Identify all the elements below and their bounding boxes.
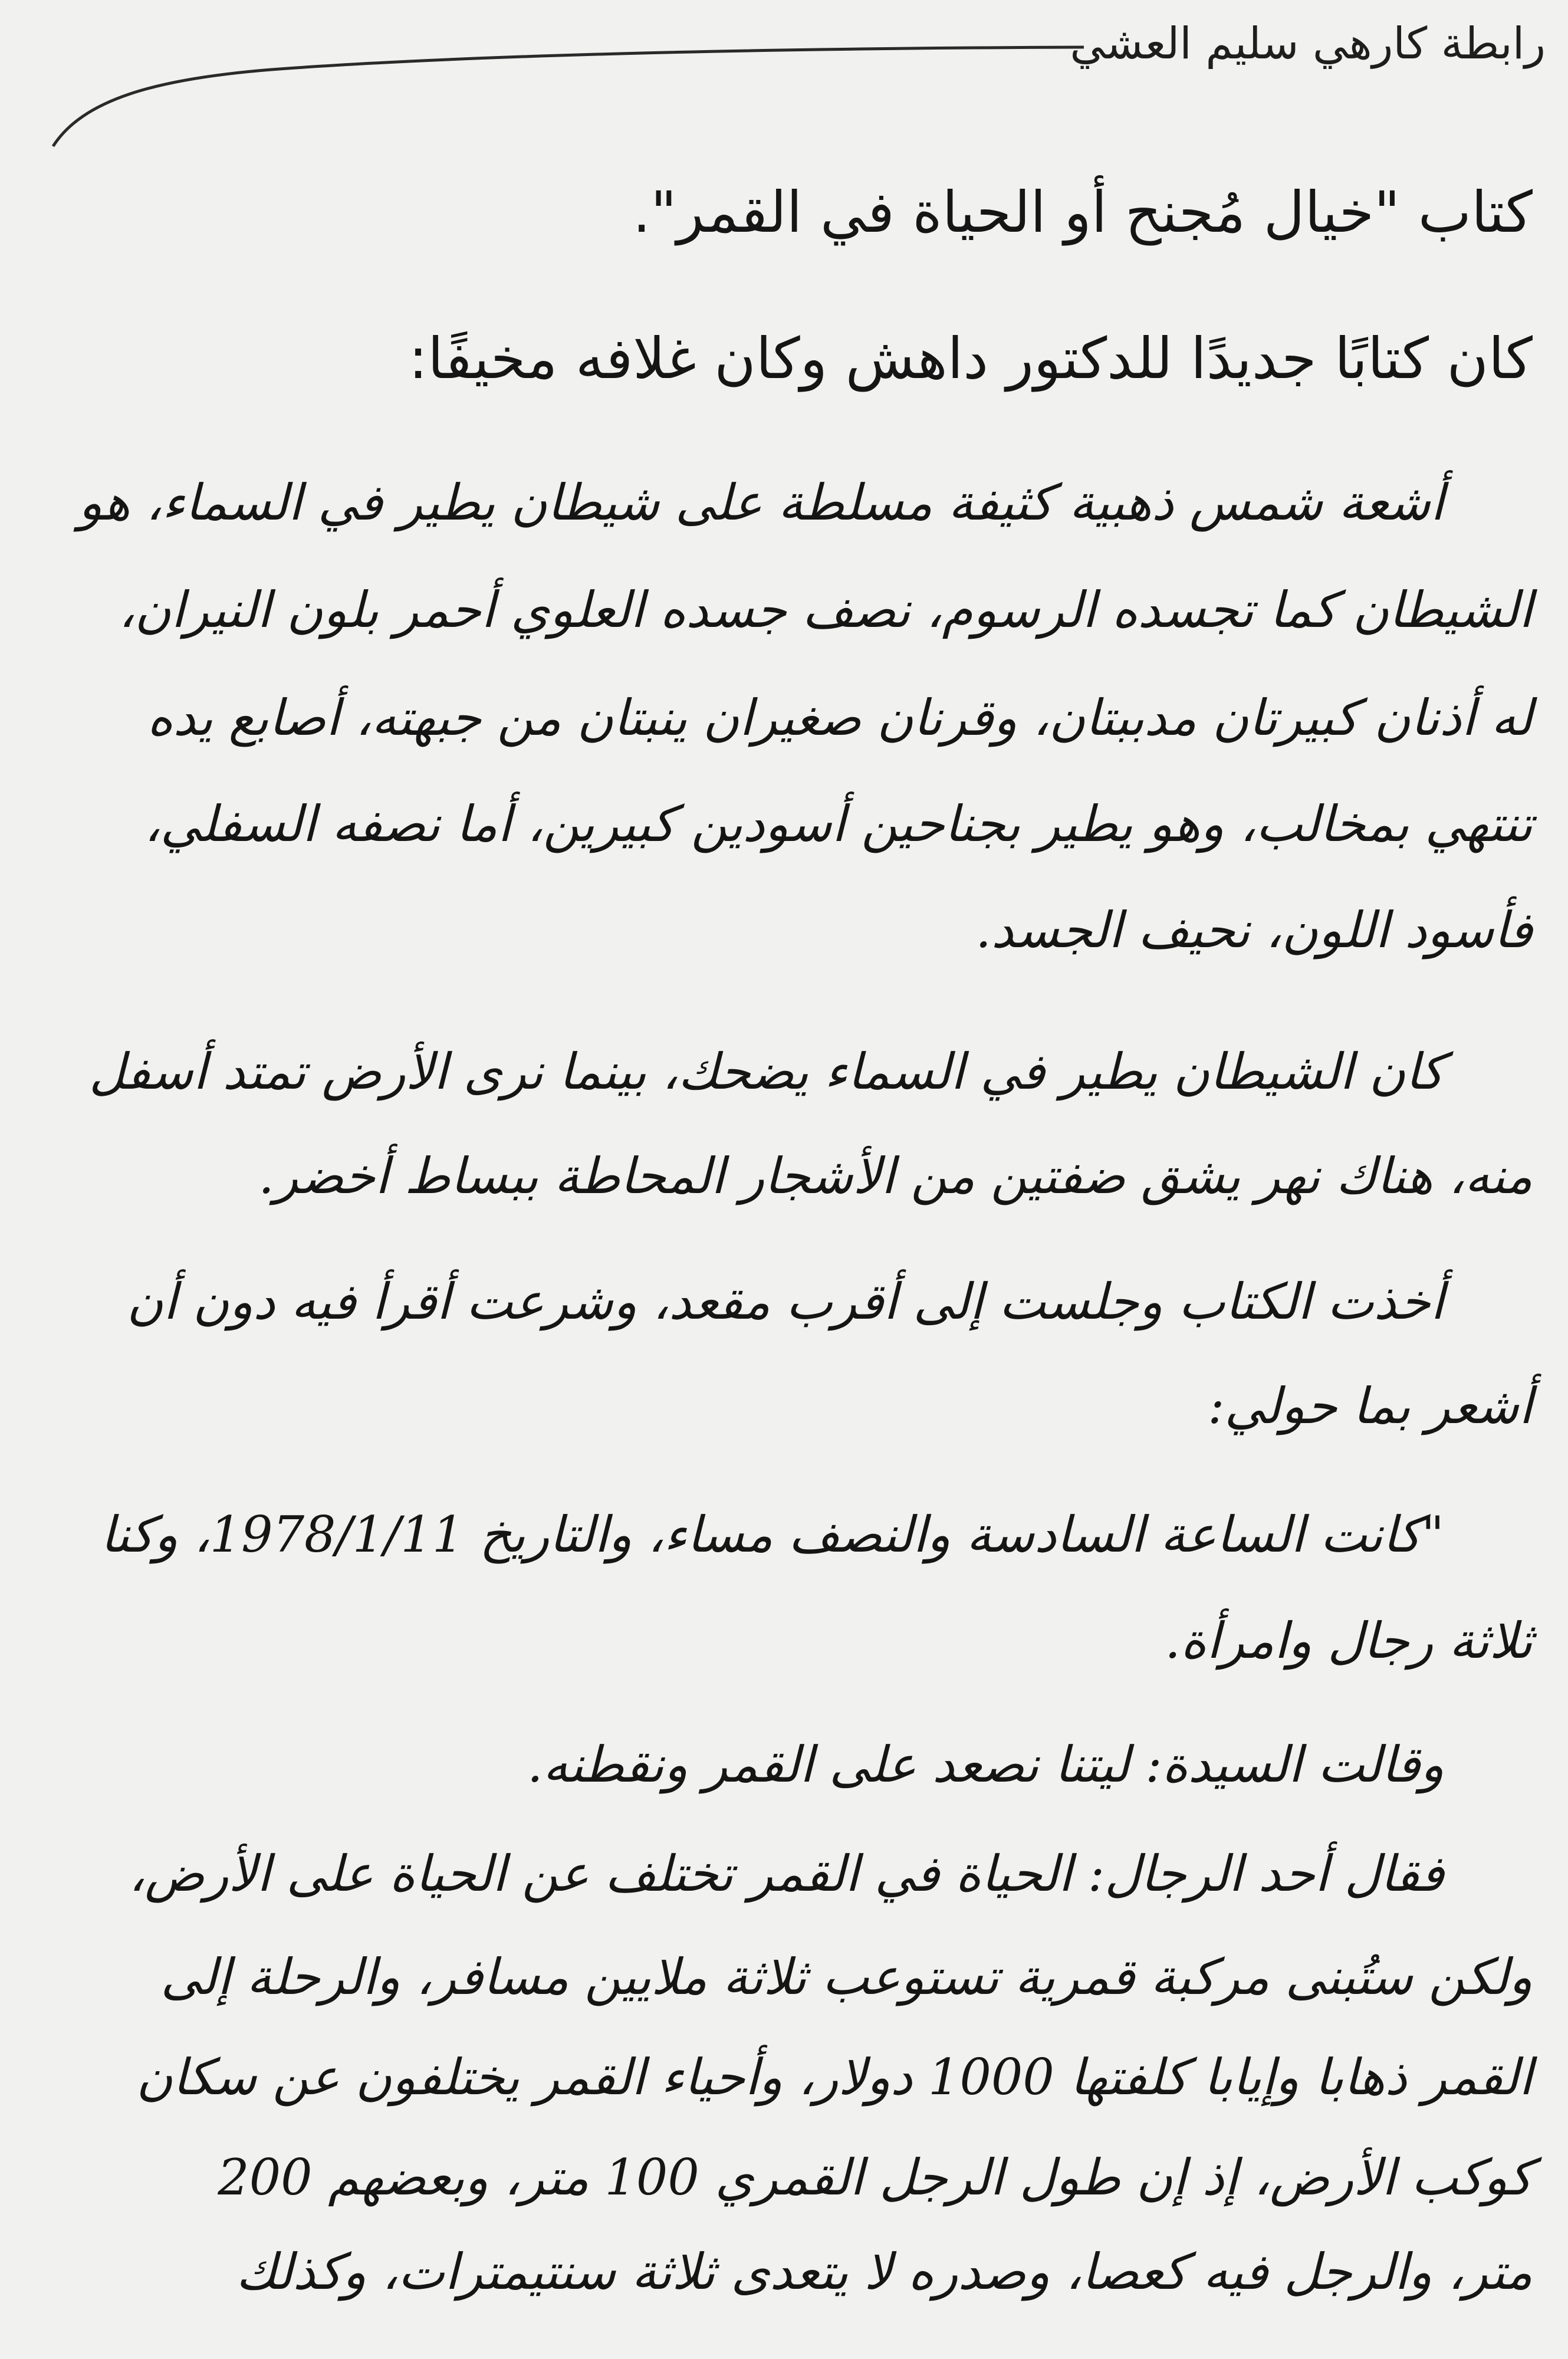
text-line-8: كان الشيطان يطير في السماء يضحك، بينما نرى الأرض تمتد أسفل — [89, 1043, 1444, 1100]
text-line-1: كتاب "خيال مُجنح أو الحياة في القمر". — [632, 179, 1533, 245]
text-line-4: الشيطان كما تجسده الرسوم، نصف جسده العلوي أحمر بلون النيران، — [119, 581, 1533, 639]
text-line-17: القمر ذهابا وإيابا كلفتها 1000 دولار، وأحياء القمر يختلفون عن سكان — [136, 2048, 1533, 2106]
text-line-6: تنتهي بمخالب، وهو يطير بجناحين أسودين كبيرين، أما نصفه السفلي، — [144, 795, 1533, 853]
text-line-15: فقال أحد الرجال: الحياة في القمر تختلف عن الحياة على الأرض، — [129, 1845, 1444, 1903]
text-line-2: كان كتابًا جديدًا للدكتور داهش وكان غلافه مخيفًا: — [408, 326, 1533, 392]
text-line-12: "كانت الساعة السادسة والنصف مساء، والتاريخ 1978/1/11، وكنا — [100, 1506, 1444, 1563]
running-header: رابطة كارهي سليم العشي — [1070, 18, 1546, 69]
text-line-7: فأسود اللون، نحيف الجسد. — [975, 901, 1533, 959]
text-line-16: ولكن ستُبنى مركبة قمرية تستوعب ثلاثة ملايين مسافر، والرحلة إلى — [160, 1948, 1533, 2006]
text-line-11: أشعر بما حولي: — [1208, 1377, 1533, 1435]
text-line-3: أشعة شمس ذهبية كثيفة مسلطة على شيطان يطير في السماء، هو — [78, 474, 1444, 531]
text-line-19: متر، والرجل فيه كعصا، وصدره لا يتعدى ثلاثة سنتيمترات، وكذلك — [236, 2243, 1533, 2301]
text-line-10: أخذت الكتاب وجلست إلى أقرب مقعد، وشرعت أقرأ فيه دون أن — [127, 1273, 1444, 1330]
text-line-18: كوكب الأرض، إذ إن طول الرجل القمري 100 متر، وبعضهم 200 — [218, 2148, 1533, 2206]
text-line-5: له أذنان كبيرتان مدببتان، وقرنان صغيران ينبتان من جبهته، أصابع يده — [147, 689, 1533, 747]
header-rule — [47, 34, 1085, 152]
text-line-9: منه، هناك نهر يشق ضفتين من الأشجار المحاطة ببساط أخضر. — [258, 1147, 1533, 1205]
text-line-14: وقالت السيدة: ليتنا نصعد على القمر ونقطنه. — [527, 1736, 1444, 1793]
text-line-13: ثلاثة رجال وامرأة. — [1165, 1612, 1533, 1670]
